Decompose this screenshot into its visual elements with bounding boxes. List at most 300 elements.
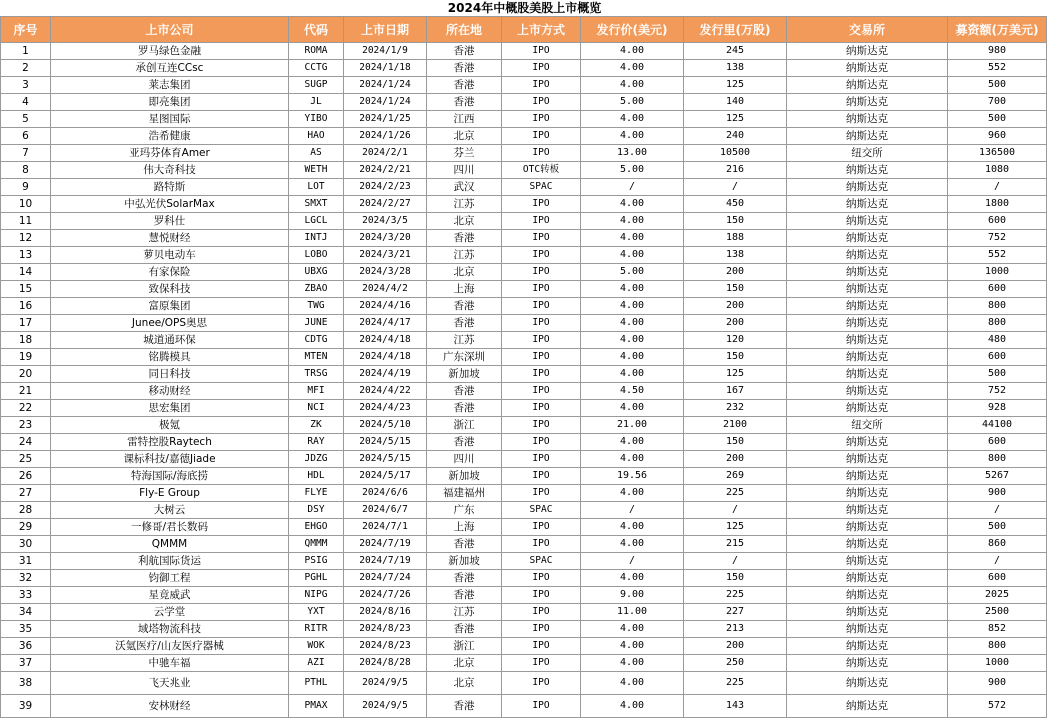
cell-date[interactable]: 2024/4/16 <box>344 298 427 315</box>
cell-date[interactable]: 2024/5/10 <box>344 417 427 434</box>
cell-raised[interactable]: 900 <box>948 485 1047 502</box>
cell-raised[interactable]: 860 <box>948 536 1047 553</box>
cell-code[interactable]: PSIG <box>289 553 344 570</box>
cell-raised[interactable]: 500 <box>948 519 1047 536</box>
cell-date[interactable]: 2024/8/16 <box>344 604 427 621</box>
cell-method[interactable]: IPO <box>502 451 581 468</box>
cell-location[interactable]: 浙江 <box>427 638 502 655</box>
cell-raised[interactable]: 600 <box>948 434 1047 451</box>
cell-location[interactable]: 香港 <box>427 621 502 638</box>
cell-raised[interactable]: / <box>948 502 1047 519</box>
cell-company[interactable]: 课标科技/嘉德Jiade <box>51 451 289 468</box>
cell-shares[interactable]: 138 <box>684 60 787 77</box>
cell-method[interactable]: IPO <box>502 230 581 247</box>
cell-date[interactable]: 2024/6/7 <box>344 502 427 519</box>
cell-location[interactable]: 上海 <box>427 519 502 536</box>
cell-date[interactable]: 2024/7/1 <box>344 519 427 536</box>
cell-method[interactable]: IPO <box>502 128 581 145</box>
cell-raised[interactable]: 1080 <box>948 162 1047 179</box>
cell-shares[interactable]: 150 <box>684 281 787 298</box>
cell-index[interactable]: 6 <box>1 128 51 145</box>
cell-exchange[interactable]: 纳斯达克 <box>787 298 948 315</box>
cell-method[interactable]: IPO <box>502 468 581 485</box>
cell-raised[interactable]: 900 <box>948 672 1047 695</box>
cell-raised[interactable]: 2500 <box>948 604 1047 621</box>
cell-index[interactable]: 36 <box>1 638 51 655</box>
cell-location[interactable]: 芬兰 <box>427 145 502 162</box>
cell-exchange[interactable]: 纳斯达克 <box>787 536 948 553</box>
header-cell[interactable]: 募资额(万美元) <box>948 17 1047 43</box>
cell-date[interactable]: 2024/9/5 <box>344 672 427 695</box>
cell-date[interactable]: 2024/3/20 <box>344 230 427 247</box>
cell-raised[interactable]: 800 <box>948 451 1047 468</box>
cell-date[interactable]: 2024/9/5 <box>344 695 427 718</box>
cell-exchange[interactable]: 纳斯达克 <box>787 434 948 451</box>
cell-method[interactable]: IPO <box>502 315 581 332</box>
cell-shares[interactable]: 10500 <box>684 145 787 162</box>
cell-company[interactable]: 罗马绿色金融 <box>51 43 289 60</box>
cell-price[interactable]: 4.00 <box>581 536 684 553</box>
cell-exchange[interactable]: 纳斯达克 <box>787 179 948 196</box>
cell-location[interactable]: 江苏 <box>427 332 502 349</box>
cell-date[interactable]: 2024/5/15 <box>344 451 427 468</box>
cell-date[interactable]: 2024/7/19 <box>344 553 427 570</box>
cell-location[interactable]: 江苏 <box>427 196 502 213</box>
cell-company[interactable]: 伟大奇科技 <box>51 162 289 179</box>
cell-method[interactable]: IPO <box>502 145 581 162</box>
cell-index[interactable]: 5 <box>1 111 51 128</box>
cell-location[interactable]: 四川 <box>427 451 502 468</box>
cell-index[interactable]: 11 <box>1 213 51 230</box>
cell-shares[interactable]: 200 <box>684 315 787 332</box>
cell-shares[interactable]: 213 <box>684 621 787 638</box>
cell-code[interactable]: RITR <box>289 621 344 638</box>
cell-method[interactable]: IPO <box>502 570 581 587</box>
cell-date[interactable]: 2024/5/17 <box>344 468 427 485</box>
cell-location[interactable]: 香港 <box>427 60 502 77</box>
cell-method[interactable]: IPO <box>502 111 581 128</box>
cell-price[interactable]: 21.00 <box>581 417 684 434</box>
cell-price[interactable]: 4.00 <box>581 451 684 468</box>
cell-exchange[interactable]: 纳斯达克 <box>787 655 948 672</box>
cell-index[interactable]: 18 <box>1 332 51 349</box>
cell-date[interactable]: 2024/4/18 <box>344 332 427 349</box>
cell-company[interactable]: Fly-E Group <box>51 485 289 502</box>
cell-company[interactable]: 利航国际货运 <box>51 553 289 570</box>
cell-date[interactable]: 2024/3/28 <box>344 264 427 281</box>
cell-exchange[interactable]: 纽交所 <box>787 417 948 434</box>
cell-raised[interactable]: 752 <box>948 383 1047 400</box>
cell-index[interactable]: 37 <box>1 655 51 672</box>
cell-price[interactable]: 4.00 <box>581 281 684 298</box>
cell-index[interactable]: 28 <box>1 502 51 519</box>
cell-date[interactable]: 2024/4/18 <box>344 349 427 366</box>
cell-location[interactable]: 香港 <box>427 536 502 553</box>
cell-date[interactable]: 2024/3/5 <box>344 213 427 230</box>
cell-location[interactable]: 武汉 <box>427 179 502 196</box>
cell-date[interactable]: 2024/7/24 <box>344 570 427 587</box>
cell-company[interactable]: 云学堂 <box>51 604 289 621</box>
cell-method[interactable]: IPO <box>502 196 581 213</box>
cell-price[interactable]: 4.00 <box>581 298 684 315</box>
cell-location[interactable]: 北京 <box>427 672 502 695</box>
cell-company[interactable]: 移动财经 <box>51 383 289 400</box>
cell-raised[interactable]: 800 <box>948 298 1047 315</box>
cell-index[interactable]: 10 <box>1 196 51 213</box>
cell-price[interactable]: / <box>581 502 684 519</box>
cell-location[interactable]: 江苏 <box>427 604 502 621</box>
cell-company[interactable]: QMMM <box>51 536 289 553</box>
cell-raised[interactable]: 572 <box>948 695 1047 718</box>
cell-location[interactable]: 香港 <box>427 315 502 332</box>
cell-index[interactable]: 8 <box>1 162 51 179</box>
cell-index[interactable]: 33 <box>1 587 51 604</box>
cell-date[interactable]: 2024/1/24 <box>344 77 427 94</box>
cell-raised[interactable]: 1000 <box>948 655 1047 672</box>
cell-method[interactable]: IPO <box>502 264 581 281</box>
cell-price[interactable]: 4.00 <box>581 230 684 247</box>
cell-method[interactable]: IPO <box>502 638 581 655</box>
cell-method[interactable]: IPO <box>502 434 581 451</box>
cell-raised[interactable]: 928 <box>948 400 1047 417</box>
cell-location[interactable]: 北京 <box>427 213 502 230</box>
cell-code[interactable]: CCTG <box>289 60 344 77</box>
cell-code[interactable]: SUGP <box>289 77 344 94</box>
cell-shares[interactable]: 150 <box>684 434 787 451</box>
cell-index[interactable]: 35 <box>1 621 51 638</box>
cell-company[interactable]: 路特斯 <box>51 179 289 196</box>
cell-code[interactable]: JUNE <box>289 315 344 332</box>
cell-shares[interactable]: 120 <box>684 332 787 349</box>
cell-raised[interactable]: / <box>948 179 1047 196</box>
cell-price[interactable]: 5.00 <box>581 264 684 281</box>
cell-shares[interactable]: 200 <box>684 264 787 281</box>
cell-location[interactable]: 江苏 <box>427 247 502 264</box>
cell-price[interactable]: / <box>581 553 684 570</box>
cell-shares[interactable]: 138 <box>684 247 787 264</box>
cell-method[interactable]: IPO <box>502 349 581 366</box>
cell-raised[interactable]: 852 <box>948 621 1047 638</box>
cell-company[interactable]: 飞天兆业 <box>51 672 289 695</box>
cell-exchange[interactable]: 纳斯达克 <box>787 519 948 536</box>
cell-index[interactable]: 1 <box>1 43 51 60</box>
cell-method[interactable]: IPO <box>502 672 581 695</box>
header-cell[interactable]: 上市公司 <box>51 17 289 43</box>
cell-date[interactable]: 2024/4/2 <box>344 281 427 298</box>
cell-index[interactable]: 16 <box>1 298 51 315</box>
cell-method[interactable]: IPO <box>502 587 581 604</box>
cell-exchange[interactable]: 纳斯达克 <box>787 247 948 264</box>
cell-exchange[interactable]: 纳斯达克 <box>787 502 948 519</box>
cell-location[interactable]: 香港 <box>427 230 502 247</box>
cell-exchange[interactable]: 纳斯达克 <box>787 349 948 366</box>
cell-company[interactable]: 域塔物流科技 <box>51 621 289 638</box>
cell-raised[interactable]: / <box>948 553 1047 570</box>
cell-exchange[interactable]: 纳斯达克 <box>787 366 948 383</box>
cell-code[interactable]: YXT <box>289 604 344 621</box>
cell-method[interactable]: IPO <box>502 519 581 536</box>
cell-method[interactable]: IPO <box>502 695 581 718</box>
cell-index[interactable]: 4 <box>1 94 51 111</box>
cell-code[interactable]: ZBAO <box>289 281 344 298</box>
cell-price[interactable]: 4.00 <box>581 570 684 587</box>
header-cell[interactable]: 上市方式 <box>502 17 581 43</box>
cell-price[interactable]: 11.00 <box>581 604 684 621</box>
cell-raised[interactable]: 2025 <box>948 587 1047 604</box>
cell-shares[interactable]: 200 <box>684 638 787 655</box>
cell-raised[interactable]: 500 <box>948 77 1047 94</box>
cell-shares[interactable]: 200 <box>684 298 787 315</box>
cell-exchange[interactable]: 纳斯达克 <box>787 230 948 247</box>
cell-date[interactable]: 2024/2/27 <box>344 196 427 213</box>
cell-company[interactable]: 即亮集团 <box>51 94 289 111</box>
cell-method[interactable]: SPAC <box>502 553 581 570</box>
cell-company[interactable]: 极氪 <box>51 417 289 434</box>
cell-raised[interactable]: 960 <box>948 128 1047 145</box>
cell-code[interactable]: LOT <box>289 179 344 196</box>
cell-price[interactable]: 4.00 <box>581 213 684 230</box>
cell-shares[interactable]: 240 <box>684 128 787 145</box>
cell-exchange[interactable]: 纳斯达克 <box>787 638 948 655</box>
cell-date[interactable]: 2024/7/26 <box>344 587 427 604</box>
cell-exchange[interactable]: 纳斯达克 <box>787 604 948 621</box>
cell-company[interactable]: 罗科仕 <box>51 213 289 230</box>
cell-raised[interactable]: 552 <box>948 60 1047 77</box>
cell-raised[interactable]: 480 <box>948 332 1047 349</box>
cell-shares[interactable]: 188 <box>684 230 787 247</box>
cell-location[interactable]: 新加坡 <box>427 468 502 485</box>
cell-shares[interactable]: 125 <box>684 366 787 383</box>
cell-date[interactable]: 2024/8/28 <box>344 655 427 672</box>
cell-company[interactable]: 城道通环保 <box>51 332 289 349</box>
cell-code[interactable]: AS <box>289 145 344 162</box>
cell-shares[interactable]: 232 <box>684 400 787 417</box>
cell-company[interactable]: 星图国际 <box>51 111 289 128</box>
cell-price[interactable]: 4.00 <box>581 434 684 451</box>
cell-exchange[interactable]: 纳斯达克 <box>787 587 948 604</box>
cell-shares[interactable]: 125 <box>684 519 787 536</box>
cell-price[interactable]: 9.00 <box>581 587 684 604</box>
cell-location[interactable]: 香港 <box>427 434 502 451</box>
cell-exchange[interactable]: 纳斯达克 <box>787 553 948 570</box>
cell-raised[interactable]: 1800 <box>948 196 1047 213</box>
cell-price[interactable]: 4.50 <box>581 383 684 400</box>
cell-shares[interactable]: 143 <box>684 695 787 718</box>
cell-date[interactable]: 2024/2/21 <box>344 162 427 179</box>
cell-date[interactable]: 2024/4/19 <box>344 366 427 383</box>
cell-shares[interactable]: 150 <box>684 213 787 230</box>
cell-exchange[interactable]: 纳斯达克 <box>787 383 948 400</box>
cell-shares[interactable]: 225 <box>684 672 787 695</box>
cell-method[interactable]: IPO <box>502 655 581 672</box>
cell-raised[interactable]: 752 <box>948 230 1047 247</box>
cell-exchange[interactable]: 纳斯达克 <box>787 264 948 281</box>
cell-company[interactable]: 中驰车福 <box>51 655 289 672</box>
cell-company[interactable]: 大树云 <box>51 502 289 519</box>
cell-exchange[interactable]: 纳斯达克 <box>787 43 948 60</box>
cell-date[interactable]: 2024/1/9 <box>344 43 427 60</box>
cell-index[interactable]: 23 <box>1 417 51 434</box>
cell-method[interactable]: IPO <box>502 621 581 638</box>
cell-company[interactable]: 慧悦财经 <box>51 230 289 247</box>
cell-index[interactable]: 38 <box>1 672 51 695</box>
cell-index[interactable]: 32 <box>1 570 51 587</box>
cell-method[interactable]: SPAC <box>502 502 581 519</box>
cell-exchange[interactable]: 纳斯达克 <box>787 60 948 77</box>
cell-index[interactable]: 27 <box>1 485 51 502</box>
cell-location[interactable]: 上海 <box>427 281 502 298</box>
cell-company[interactable]: 同日科技 <box>51 366 289 383</box>
cell-price[interactable]: 4.00 <box>581 349 684 366</box>
cell-location[interactable]: 香港 <box>427 298 502 315</box>
cell-shares[interactable]: 167 <box>684 383 787 400</box>
cell-price[interactable]: 5.00 <box>581 162 684 179</box>
cell-code[interactable]: MTEN <box>289 349 344 366</box>
cell-company[interactable]: 一修哥/君长数码 <box>51 519 289 536</box>
cell-location[interactable]: 浙江 <box>427 417 502 434</box>
cell-shares[interactable]: / <box>684 179 787 196</box>
cell-exchange[interactable]: 纳斯达克 <box>787 468 948 485</box>
cell-method[interactable]: IPO <box>502 213 581 230</box>
cell-method[interactable]: IPO <box>502 332 581 349</box>
cell-price[interactable]: 13.00 <box>581 145 684 162</box>
cell-company[interactable]: 承创互连CCsc <box>51 60 289 77</box>
cell-exchange[interactable]: 纳斯达克 <box>787 315 948 332</box>
cell-company[interactable]: 钧御工程 <box>51 570 289 587</box>
cell-company[interactable]: 思宏集团 <box>51 400 289 417</box>
cell-date[interactable]: 2024/1/26 <box>344 128 427 145</box>
cell-price[interactable]: 4.00 <box>581 672 684 695</box>
cell-price[interactable]: 4.00 <box>581 128 684 145</box>
cell-code[interactable]: LGCL <box>289 213 344 230</box>
cell-company[interactable]: 铭腾模具 <box>51 349 289 366</box>
cell-raised[interactable]: 600 <box>948 281 1047 298</box>
header-cell[interactable]: 序号 <box>1 17 51 43</box>
cell-date[interactable]: 2024/2/23 <box>344 179 427 196</box>
cell-exchange[interactable]: 纳斯达克 <box>787 570 948 587</box>
cell-code[interactable]: ROMA <box>289 43 344 60</box>
cell-code[interactable]: NIPG <box>289 587 344 604</box>
cell-date[interactable]: 2024/4/23 <box>344 400 427 417</box>
cell-location[interactable]: 北京 <box>427 128 502 145</box>
cell-code[interactable]: CDTG <box>289 332 344 349</box>
cell-code[interactable]: DSY <box>289 502 344 519</box>
cell-raised[interactable]: 44100 <box>948 417 1047 434</box>
cell-company[interactable]: 中弘光伏SolarMax <box>51 196 289 213</box>
cell-price[interactable]: 4.00 <box>581 366 684 383</box>
cell-method[interactable]: IPO <box>502 366 581 383</box>
cell-index[interactable]: 19 <box>1 349 51 366</box>
cell-method[interactable]: OTC转板 <box>502 162 581 179</box>
cell-index[interactable]: 3 <box>1 77 51 94</box>
cell-location[interactable]: 香港 <box>427 570 502 587</box>
cell-raised[interactable]: 500 <box>948 111 1047 128</box>
cell-method[interactable]: IPO <box>502 281 581 298</box>
cell-price[interactable]: 4.00 <box>581 315 684 332</box>
cell-code[interactable]: LOBO <box>289 247 344 264</box>
cell-raised[interactable]: 700 <box>948 94 1047 111</box>
cell-raised[interactable]: 500 <box>948 366 1047 383</box>
cell-code[interactable]: UBXG <box>289 264 344 281</box>
cell-code[interactable]: AZI <box>289 655 344 672</box>
cell-date[interactable]: 2024/5/15 <box>344 434 427 451</box>
cell-shares[interactable]: 450 <box>684 196 787 213</box>
cell-code[interactable]: RAY <box>289 434 344 451</box>
cell-date[interactable]: 2024/1/18 <box>344 60 427 77</box>
cell-location[interactable]: 香港 <box>427 587 502 604</box>
cell-price[interactable]: 4.00 <box>581 695 684 718</box>
cell-shares[interactable]: 225 <box>684 485 787 502</box>
cell-exchange[interactable]: 纳斯达克 <box>787 162 948 179</box>
header-cell[interactable]: 所在地 <box>427 17 502 43</box>
cell-shares[interactable]: 2100 <box>684 417 787 434</box>
cell-shares[interactable]: 225 <box>684 587 787 604</box>
cell-price[interactable]: 19.56 <box>581 468 684 485</box>
cell-code[interactable]: TWG <box>289 298 344 315</box>
cell-location[interactable]: 香港 <box>427 43 502 60</box>
cell-exchange[interactable]: 纳斯达克 <box>787 281 948 298</box>
header-cell[interactable]: 上市日期 <box>344 17 427 43</box>
cell-company[interactable]: 亚玛芬体育Amer <box>51 145 289 162</box>
cell-index[interactable]: 39 <box>1 695 51 718</box>
cell-index[interactable]: 20 <box>1 366 51 383</box>
cell-date[interactable]: 2024/4/22 <box>344 383 427 400</box>
cell-index[interactable]: 14 <box>1 264 51 281</box>
cell-code[interactable]: PGHL <box>289 570 344 587</box>
cell-company[interactable]: 沃氪医疗/山友医疗器械 <box>51 638 289 655</box>
cell-code[interactable]: SMXT <box>289 196 344 213</box>
cell-shares[interactable]: 125 <box>684 111 787 128</box>
cell-raised[interactable]: 5267 <box>948 468 1047 485</box>
cell-index[interactable]: 13 <box>1 247 51 264</box>
cell-method[interactable]: IPO <box>502 77 581 94</box>
cell-index[interactable]: 26 <box>1 468 51 485</box>
cell-exchange[interactable]: 纽交所 <box>787 145 948 162</box>
cell-date[interactable]: 2024/2/1 <box>344 145 427 162</box>
cell-shares[interactable]: 227 <box>684 604 787 621</box>
cell-code[interactable]: ZK <box>289 417 344 434</box>
cell-price[interactable]: 4.00 <box>581 196 684 213</box>
cell-shares[interactable]: 216 <box>684 162 787 179</box>
cell-shares[interactable]: 200 <box>684 451 787 468</box>
cell-method[interactable]: IPO <box>502 485 581 502</box>
cell-company[interactable]: 浩希健康 <box>51 128 289 145</box>
cell-price[interactable]: 4.00 <box>581 485 684 502</box>
cell-price[interactable]: 4.00 <box>581 111 684 128</box>
header-cell[interactable]: 交易所 <box>787 17 948 43</box>
cell-price[interactable]: 4.00 <box>581 621 684 638</box>
cell-company[interactable]: 有家保险 <box>51 264 289 281</box>
cell-method[interactable]: SPAC <box>502 179 581 196</box>
cell-raised[interactable]: 980 <box>948 43 1047 60</box>
cell-index[interactable]: 12 <box>1 230 51 247</box>
cell-code[interactable]: WOK <box>289 638 344 655</box>
cell-location[interactable]: 江西 <box>427 111 502 128</box>
cell-price[interactable]: 4.00 <box>581 247 684 264</box>
cell-company[interactable]: 萝贝电动车 <box>51 247 289 264</box>
cell-raised[interactable]: 1000 <box>948 264 1047 281</box>
cell-date[interactable]: 2024/8/23 <box>344 638 427 655</box>
cell-code[interactable]: MFI <box>289 383 344 400</box>
cell-exchange[interactable]: 纳斯达克 <box>787 332 948 349</box>
cell-shares[interactable]: 269 <box>684 468 787 485</box>
cell-date[interactable]: 2024/1/25 <box>344 111 427 128</box>
cell-company[interactable]: 安林财经 <box>51 695 289 718</box>
cell-index[interactable]: 25 <box>1 451 51 468</box>
cell-code[interactable]: JL <box>289 94 344 111</box>
cell-location[interactable]: 香港 <box>427 400 502 417</box>
cell-method[interactable]: IPO <box>502 400 581 417</box>
